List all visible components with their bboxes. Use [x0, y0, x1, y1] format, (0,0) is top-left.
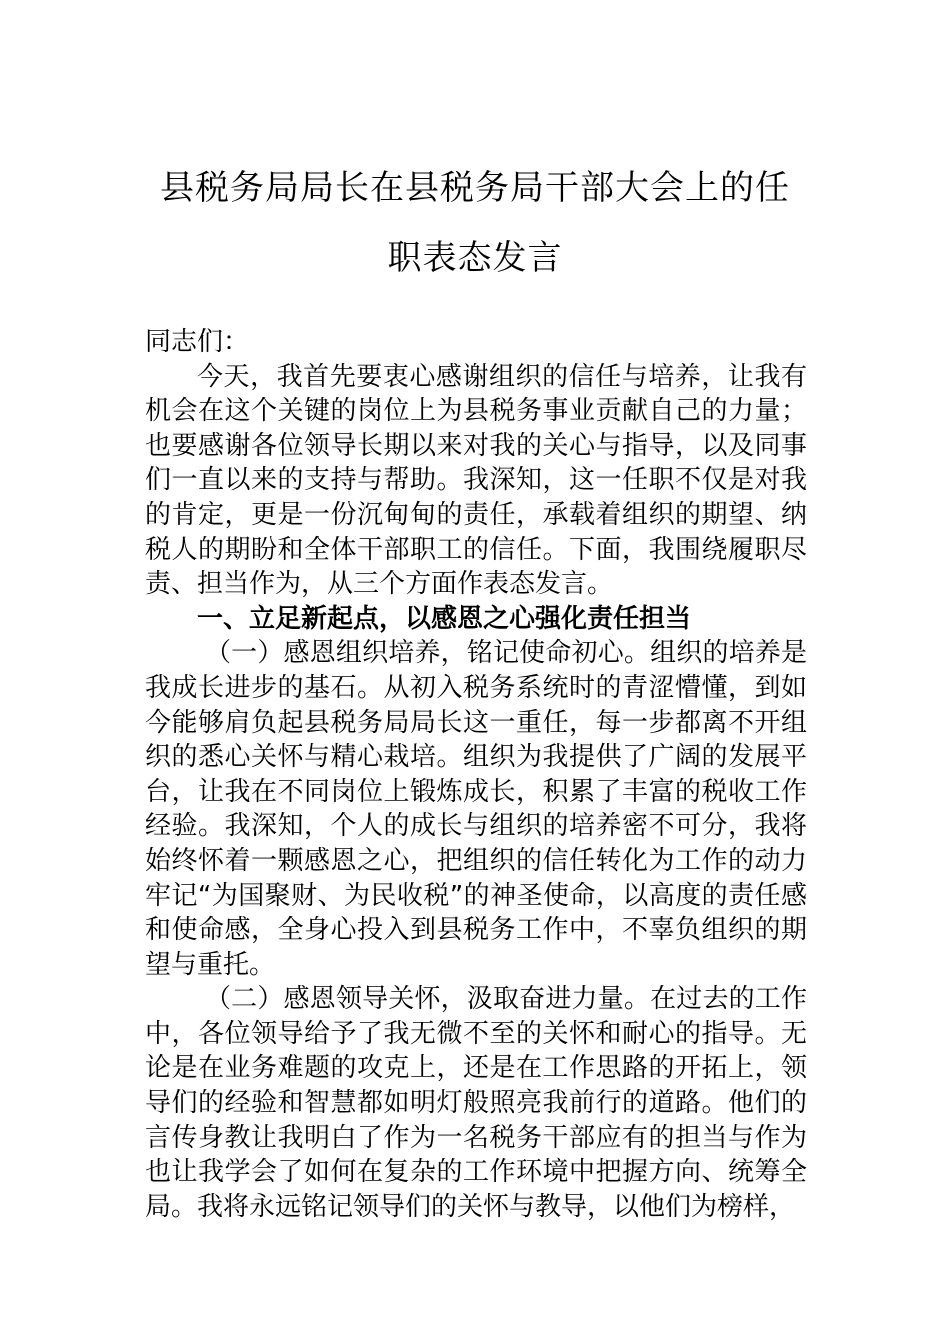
subsection-2-body: 在过去的工作中，各位领导给予了我无微不至的关怀和耐心的指导。无论是在业务难题的攻克上，还是在工作思路的开拓上，领导们的经验和智慧都如明灯般照亮我前行的道路。他们的言传身教让我明白了作为一名税务干部应有的担当与作为也让我学会了如何在复杂的工作环境中把握方向、统筹全局。我将永远铭记领导们的关怀与教导，以他们为榜样，	[145, 984, 807, 1222]
paragraph-intro: 今天，我首先要衷心感谢组织的信任与培养，让我有机会在这个关键的岗位上为县税务事业贡献自己的力量；也要感谢各位领导长期以来对我的关心与指导，以及同事们一直以来的支持与帮助。我深知，这一任职不仅是对我的肯定，更是一份沉甸甸的责任，承载着组织的期望、纳税人的期盼和全体干部职工的信任。下面，我围绕履职尽责、担当作为，从三个方面作表态发言。	[145, 361, 807, 600]
subsection-2	[145, 982, 807, 1224]
subsection-1	[145, 636, 807, 982]
section-heading-1: 一、立足新起点，以感恩之心强化责任担当	[197, 603, 692, 634]
document-body	[145, 325, 807, 1224]
document-title-line-1: 县税务局局长在县税务局干部大会上的任	[160, 168, 790, 208]
document-title-line-2: 职表态发言	[387, 238, 563, 278]
subsection-2-lead: （二）感恩领导关怀，汲取奋进力量。	[205, 984, 651, 1015]
salutation: 同志们：	[145, 327, 250, 357]
subsection-1-lead: （一）感恩组织培养，铭记使命初心。	[205, 638, 651, 669]
subsection-1-body: 组织的培养是我成长进步的基石。从初入税务系统时的青涩懵懂，到如今能够肩负起县税务局局长这一重任，每一步都离不开组织的悉心关怀与精心栽培。组织为我提供了广阔的发展平台，让我在不同岗位上锻炼成长，积累了丰富的税收工作经验。我深知，个人的成长与组织的培养密不可分，我将始终怀着一颗感恩之心，把组织的信任转化为工作的动力牢记“为国聚财、为民收税”的神圣使命，以高度的责任感和使命感，全身心投入到县税务工作中，不辜负组织的期望与重托。	[145, 638, 807, 980]
